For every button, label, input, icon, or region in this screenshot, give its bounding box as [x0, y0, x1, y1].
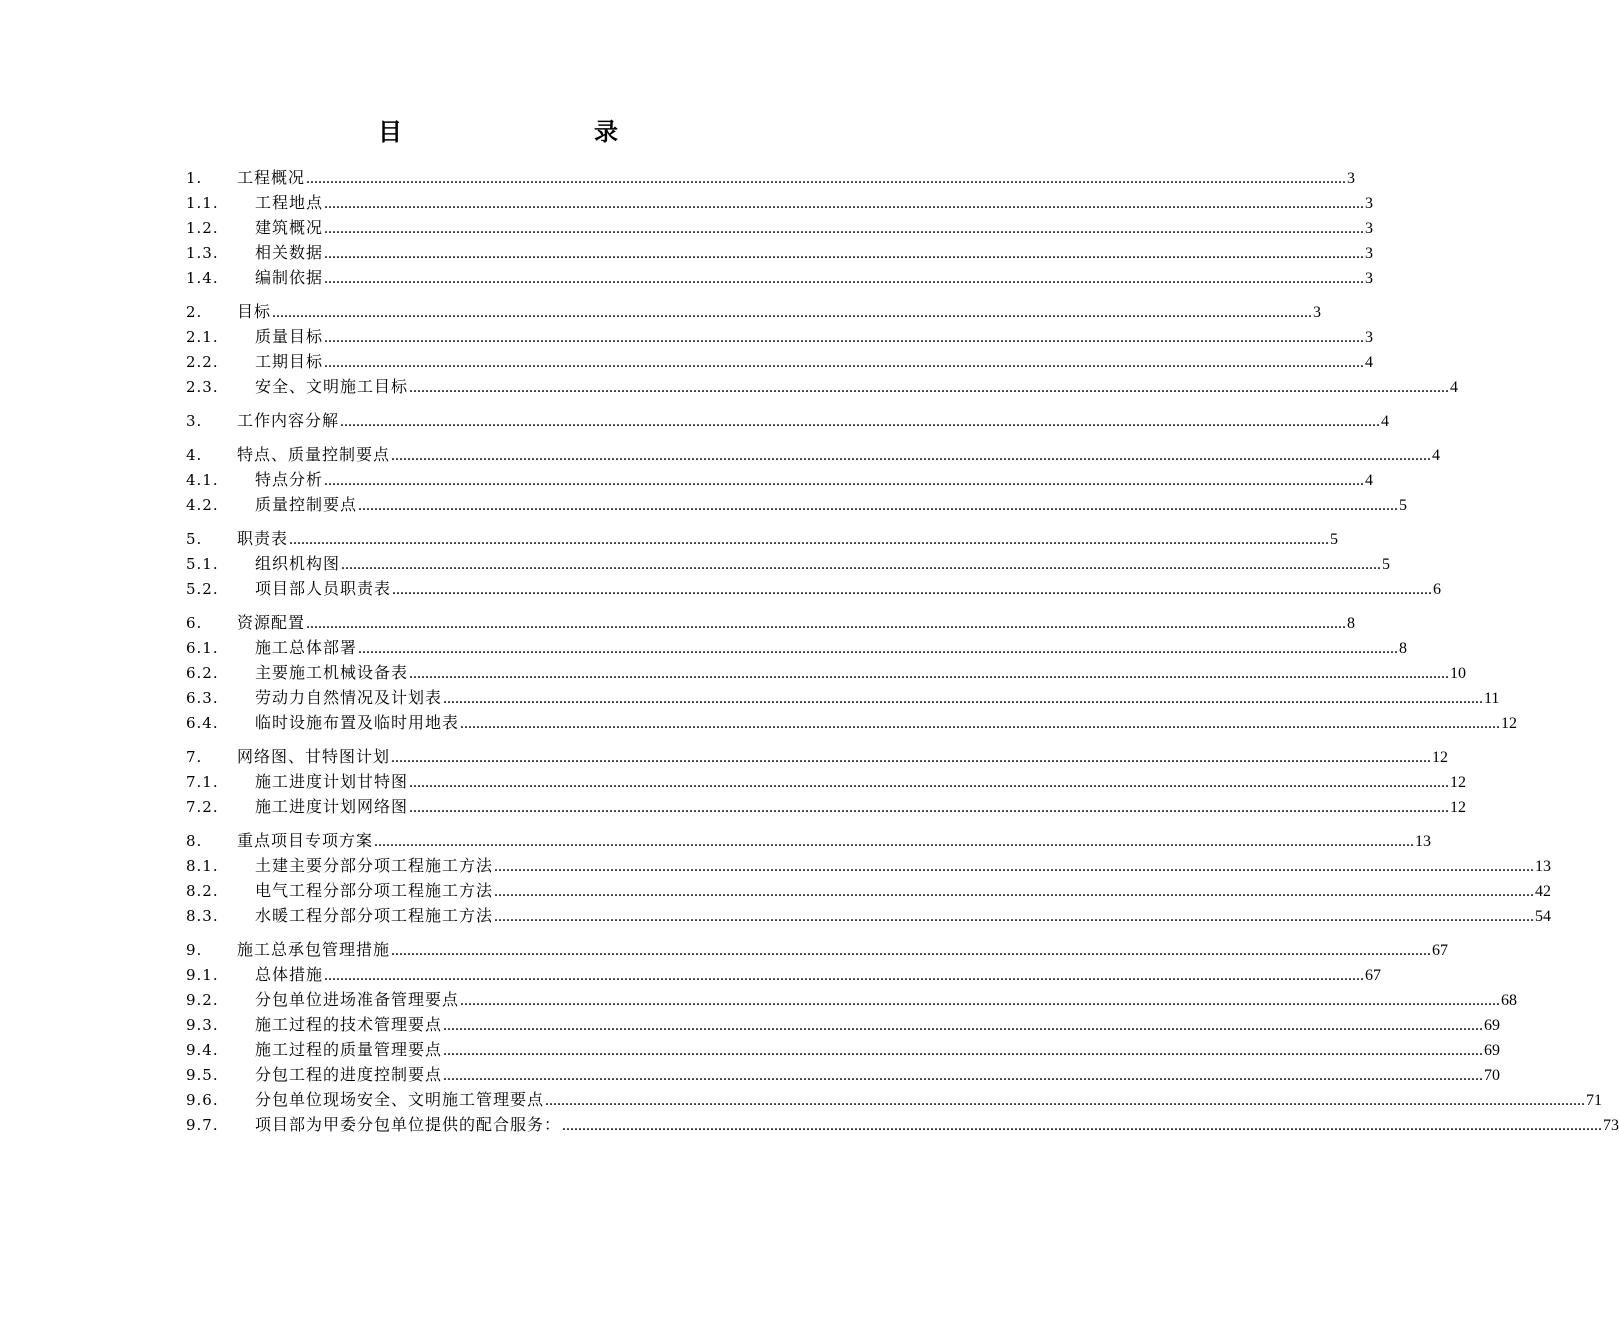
toc-entry-section[interactable] — [186, 349, 1374, 374]
toc-dot-leader: .................................................................................................................................................................................................................................................................... — [324, 967, 1365, 984]
toc-dot-leader: .................................................................................................................................................................................................................................................................... — [324, 220, 1365, 237]
toc-entry-page-number: 3 — [1365, 270, 1374, 287]
toc-entry-label: 网络图、甘特图计划 — [237, 747, 391, 766]
toc-entry-page-number: 8 — [1347, 615, 1356, 632]
toc-entry-number: 9.6. — [186, 1091, 219, 1109]
toc-entry-number: 6.1. — [186, 639, 219, 657]
toc-entry-section[interactable] — [186, 1037, 1501, 1062]
toc-entry-chapter[interactable] — [186, 828, 1432, 853]
toc-entry-section[interactable] — [186, 878, 1552, 903]
toc-entry-label: 质量控制要点 — [255, 495, 358, 514]
toc-entry-number: 4.2. — [186, 496, 219, 514]
toc-entry-section[interactable] — [186, 1112, 1619, 1137]
toc-entry-number: 8.3. — [186, 907, 219, 925]
toc-entry-page-number: 73 — [1603, 1117, 1619, 1134]
toc-entry-label: 临时设施布置及临时用地表 — [255, 713, 460, 732]
toc-entry-page-number: 13 — [1415, 833, 1432, 850]
toc-entry-section[interactable] — [186, 962, 1382, 987]
toc-entry-number: 7. — [186, 748, 203, 766]
toc-dot-leader: .................................................................................................................................................................................................................................................................... — [391, 942, 1432, 959]
toc-entry-section[interactable] — [186, 794, 1467, 819]
toc-entry-label: 工期目标 — [255, 352, 324, 371]
toc-entry-label: 职责表 — [237, 529, 289, 548]
toc-entry-chapter[interactable] — [186, 610, 1356, 635]
toc-entry-label: 分包单位进场准备管理要点 — [255, 990, 460, 1009]
toc-entry-page-number: 4 — [1450, 379, 1459, 396]
toc-entry-section[interactable] — [186, 576, 1442, 601]
toc-entry-number: 3. — [186, 412, 203, 430]
toc-entry-number: 4. — [186, 446, 203, 464]
toc-entry-label: 工程地点 — [255, 193, 324, 212]
toc-dot-leader: .................................................................................................................................................................................................................................................................... — [443, 1067, 1484, 1084]
toc-entry-page-number: 5 — [1330, 531, 1339, 548]
toc-entry-label: 总体措施 — [255, 965, 324, 984]
toc-entry-section[interactable] — [186, 903, 1552, 928]
toc-dot-leader: .................................................................................................................................................................................................................................................................... — [391, 749, 1432, 766]
toc-dot-leader: .................................................................................................................................................................................................................................................................... — [324, 195, 1365, 212]
toc-entry-chapter[interactable] — [186, 937, 1449, 962]
toc-dot-leader: .................................................................................................................................................................................................................................................................... — [374, 833, 1415, 850]
toc-entry-section[interactable] — [186, 1062, 1501, 1087]
toc-entry-page-number: 71 — [1586, 1092, 1603, 1109]
toc-entry-label: 项目部人员职责表 — [255, 579, 392, 598]
toc-entry-label: 土建主要分部分项工程施工方法 — [255, 856, 494, 875]
toc-entry-section[interactable] — [186, 660, 1467, 685]
toc-entry-section[interactable] — [186, 710, 1518, 735]
toc-entry-number: 9.3. — [186, 1016, 219, 1034]
toc-entry-chapter[interactable] — [186, 526, 1339, 551]
toc-entry-page-number: 69 — [1484, 1017, 1501, 1034]
toc-entry-page-number: 67 — [1432, 942, 1449, 959]
toc-entry-page-number: 54 — [1535, 908, 1552, 925]
toc-dot-leader: .................................................................................................................................................................................................................................................................... — [341, 556, 1382, 573]
toc-dot-leader: .................................................................................................................................................................................................................................................................... — [306, 170, 1347, 187]
toc-entry-section[interactable] — [186, 265, 1374, 290]
toc-entry-number: 7.2. — [186, 798, 219, 816]
toc-dot-leader: .................................................................................................................................................................................................................................................................... — [324, 354, 1365, 371]
toc-entry-chapter[interactable] — [186, 744, 1449, 769]
toc-entry-label: 特点、质量控制要点 — [237, 445, 391, 464]
toc-entry-number: 2.2. — [186, 353, 219, 371]
toc-entry-number: 5.1. — [186, 555, 219, 573]
toc-entry-page-number: 3 — [1365, 245, 1374, 262]
toc-entry-number: 9.5. — [186, 1066, 219, 1084]
toc-entry-label: 质量目标 — [255, 327, 324, 346]
toc-dot-leader: .................................................................................................................................................................................................................................................................... — [392, 581, 1433, 598]
toc-entry-number: 6. — [186, 614, 203, 632]
toc-entry-section[interactable] — [186, 1012, 1501, 1037]
toc-entry-page-number: 67 — [1365, 967, 1382, 984]
toc-title — [0, 114, 950, 150]
toc-dot-leader: .................................................................................................................................................................................................................................................................... — [289, 531, 1330, 548]
toc-title-right-char: 录 — [594, 118, 618, 146]
toc-entry-label: 主要施工机械设备表 — [255, 663, 409, 682]
toc-entry-label: 相关数据 — [255, 243, 324, 262]
toc-entry-label: 目标 — [237, 302, 272, 321]
toc-entry-page-number: 10 — [1450, 665, 1467, 682]
toc-entry-number: 1.4. — [186, 269, 219, 287]
toc-entry-number: 8. — [186, 832, 203, 850]
toc-entry-page-number: 12 — [1450, 799, 1467, 816]
toc-entry-number: 9.1. — [186, 966, 219, 984]
toc-entry-section[interactable] — [186, 853, 1552, 878]
toc-entry-page-number: 42 — [1535, 883, 1552, 900]
toc-entry-label: 施工过程的质量管理要点 — [255, 1040, 443, 1059]
toc-dot-leader: .................................................................................................................................................................................................................................................................... — [494, 908, 1535, 925]
toc-entry-page-number: 3 — [1365, 220, 1374, 237]
toc-entry-label: 特点分析 — [255, 470, 324, 489]
toc-entry-number: 4.1. — [186, 471, 219, 489]
toc-dot-leader: .................................................................................................................................................................................................................................................................... — [562, 1117, 1603, 1134]
toc-entry-section[interactable] — [186, 685, 1500, 710]
toc-entry-number: 6.4. — [186, 714, 219, 732]
toc-entry-section[interactable] — [186, 769, 1467, 794]
toc-entry-label: 劳动力自然情况及计划表 — [255, 688, 443, 707]
toc-dot-leader: .................................................................................................................................................................................................................................................................... — [545, 1092, 1586, 1109]
toc-dot-leader: .................................................................................................................................................................................................................................................................... — [340, 413, 1381, 430]
toc-entry-page-number: 13 — [1535, 858, 1552, 875]
toc-entry-chapter[interactable] — [186, 442, 1441, 467]
toc-dot-leader: .................................................................................................................................................................................................................................................................... — [494, 883, 1535, 900]
toc-entry-page-number: 4 — [1381, 413, 1390, 430]
toc-dot-leader: .................................................................................................................................................................................................................................................................... — [409, 799, 1450, 816]
toc-entry-chapter[interactable] — [186, 299, 1322, 324]
toc-entry-page-number: 12 — [1432, 749, 1449, 766]
toc-entry-label: 施工总承包管理措施 — [237, 940, 391, 959]
toc-entry-label: 工作内容分解 — [237, 411, 340, 430]
toc-entry-number: 2.3. — [186, 378, 219, 396]
toc-dot-leader: .................................................................................................................................................................................................................................................................... — [409, 665, 1450, 682]
table-of-contents — [186, 165, 1619, 1137]
toc-entry-number: 9.2. — [186, 991, 219, 1009]
toc-entry-label: 组织机构图 — [255, 554, 341, 573]
toc-entry-number: 9. — [186, 941, 203, 959]
toc-entry-page-number: 3 — [1313, 304, 1322, 321]
toc-entry-section[interactable] — [186, 467, 1374, 492]
toc-entry-section[interactable] — [186, 374, 1459, 399]
toc-entry-number: 6.2. — [186, 664, 219, 682]
toc-entry-label: 建筑概况 — [255, 218, 324, 237]
toc-entry-page-number: 5 — [1382, 556, 1391, 573]
toc-entry-section[interactable] — [186, 492, 1408, 517]
toc-entry-page-number: 70 — [1484, 1067, 1501, 1084]
toc-entry-chapter[interactable] — [186, 408, 1390, 433]
toc-entry-page-number: 4 — [1365, 472, 1374, 489]
toc-entry-section[interactable] — [186, 215, 1374, 240]
toc-entry-section[interactable] — [186, 190, 1374, 215]
toc-entry-page-number: 5 — [1399, 497, 1408, 514]
toc-dot-leader: .................................................................................................................................................................................................................................................................... — [324, 270, 1365, 287]
toc-dot-leader: .................................................................................................................................................................................................................................................................... — [409, 379, 1450, 396]
toc-entry-section[interactable] — [186, 551, 1391, 576]
toc-dot-leader: .................................................................................................................................................................................................................................................................... — [306, 615, 1347, 632]
toc-entry-number: 5. — [186, 530, 203, 548]
toc-entry-label: 分包单位现场安全、文明施工管理要点 — [255, 1090, 545, 1109]
toc-entry-number: 5.2. — [186, 580, 219, 598]
toc-entry-page-number: 4 — [1365, 354, 1374, 371]
toc-entry-section[interactable] — [186, 324, 1374, 349]
toc-dot-leader: .................................................................................................................................................................................................................................................................... — [324, 329, 1365, 346]
toc-entry-section[interactable] — [186, 635, 1408, 660]
toc-entry-label: 电气工程分部分项工程施工方法 — [255, 881, 494, 900]
toc-entry-label: 施工进度计划甘特图 — [255, 772, 409, 791]
toc-dot-leader: .................................................................................................................................................................................................................................................................... — [460, 992, 1501, 1009]
toc-entry-label: 分包工程的进度控制要点 — [255, 1065, 443, 1084]
toc-entry-page-number: 3 — [1365, 195, 1374, 212]
toc-entry-page-number: 69 — [1484, 1042, 1501, 1059]
toc-entry-label: 重点项目专项方案 — [237, 831, 374, 850]
toc-entry-label: 编制依据 — [255, 268, 324, 287]
toc-entry-number: 1. — [186, 169, 203, 187]
toc-entry-number: 9.7. — [186, 1116, 219, 1134]
toc-entry-page-number: 11 — [1484, 690, 1500, 707]
toc-entry-label: 水暖工程分部分项工程施工方法 — [255, 906, 494, 925]
toc-entry-label: 工程概况 — [237, 168, 306, 187]
toc-entry-page-number: 68 — [1501, 992, 1518, 1009]
toc-entry-section[interactable] — [186, 240, 1374, 265]
toc-dot-leader: .................................................................................................................................................................................................................................................................... — [494, 858, 1535, 875]
toc-entry-number: 1.1. — [186, 194, 219, 212]
toc-title-left-char: 目 — [378, 118, 402, 146]
toc-dot-leader: .................................................................................................................................................................................................................................................................... — [272, 304, 1313, 321]
toc-entry-number: 1.2. — [186, 219, 219, 237]
toc-dot-leader: .................................................................................................................................................................................................................................................................... — [443, 690, 1484, 707]
toc-dot-leader: .................................................................................................................................................................................................................................................................... — [391, 447, 1432, 464]
toc-dot-leader: .................................................................................................................................................................................................................................................................... — [443, 1042, 1484, 1059]
toc-dot-leader: .................................................................................................................................................................................................................................................................... — [324, 245, 1365, 262]
toc-entry-number: 2.1. — [186, 328, 219, 346]
toc-entry-number: 9.4. — [186, 1041, 219, 1059]
toc-entry-page-number: 6 — [1433, 581, 1442, 598]
toc-dot-leader: .................................................................................................................................................................................................................................................................... — [409, 774, 1450, 791]
toc-entry-label: 项目部为甲委分包单位提供的配合服务： — [255, 1115, 562, 1134]
toc-entry-page-number: 8 — [1399, 640, 1408, 657]
toc-entry-label: 资源配置 — [237, 613, 306, 632]
toc-entry-section[interactable] — [186, 987, 1518, 1012]
toc-entry-section[interactable] — [186, 1087, 1603, 1112]
toc-entry-page-number: 12 — [1501, 715, 1518, 732]
toc-dot-leader: .................................................................................................................................................................................................................................................................... — [443, 1017, 1484, 1034]
toc-entry-page-number: 3 — [1347, 170, 1356, 187]
toc-entry-number: 8.1. — [186, 857, 219, 875]
toc-entry-number: 8.2. — [186, 882, 219, 900]
toc-entry-number: 1.3. — [186, 244, 219, 262]
toc-entry-label: 施工进度计划网络图 — [255, 797, 409, 816]
toc-entry-page-number: 4 — [1432, 447, 1441, 464]
toc-entry-label: 安全、文明施工目标 — [255, 377, 409, 396]
toc-entry-number: 7.1. — [186, 773, 219, 791]
toc-entry-number: 6.3. — [186, 689, 219, 707]
toc-dot-leader: .................................................................................................................................................................................................................................................................... — [358, 640, 1399, 657]
toc-dot-leader: .................................................................................................................................................................................................................................................................... — [358, 497, 1399, 514]
toc-entry-label: 施工过程的技术管理要点 — [255, 1015, 443, 1034]
toc-dot-leader: .................................................................................................................................................................................................................................................................... — [324, 472, 1365, 489]
toc-entry-page-number: 12 — [1450, 774, 1467, 791]
toc-dot-leader: .................................................................................................................................................................................................................................................................... — [460, 715, 1501, 732]
toc-entry-number: 2. — [186, 303, 203, 321]
toc-entry-page-number: 3 — [1365, 329, 1374, 346]
toc-entry-label: 施工总体部署 — [255, 638, 358, 657]
toc-entry-chapter[interactable] — [186, 165, 1356, 190]
